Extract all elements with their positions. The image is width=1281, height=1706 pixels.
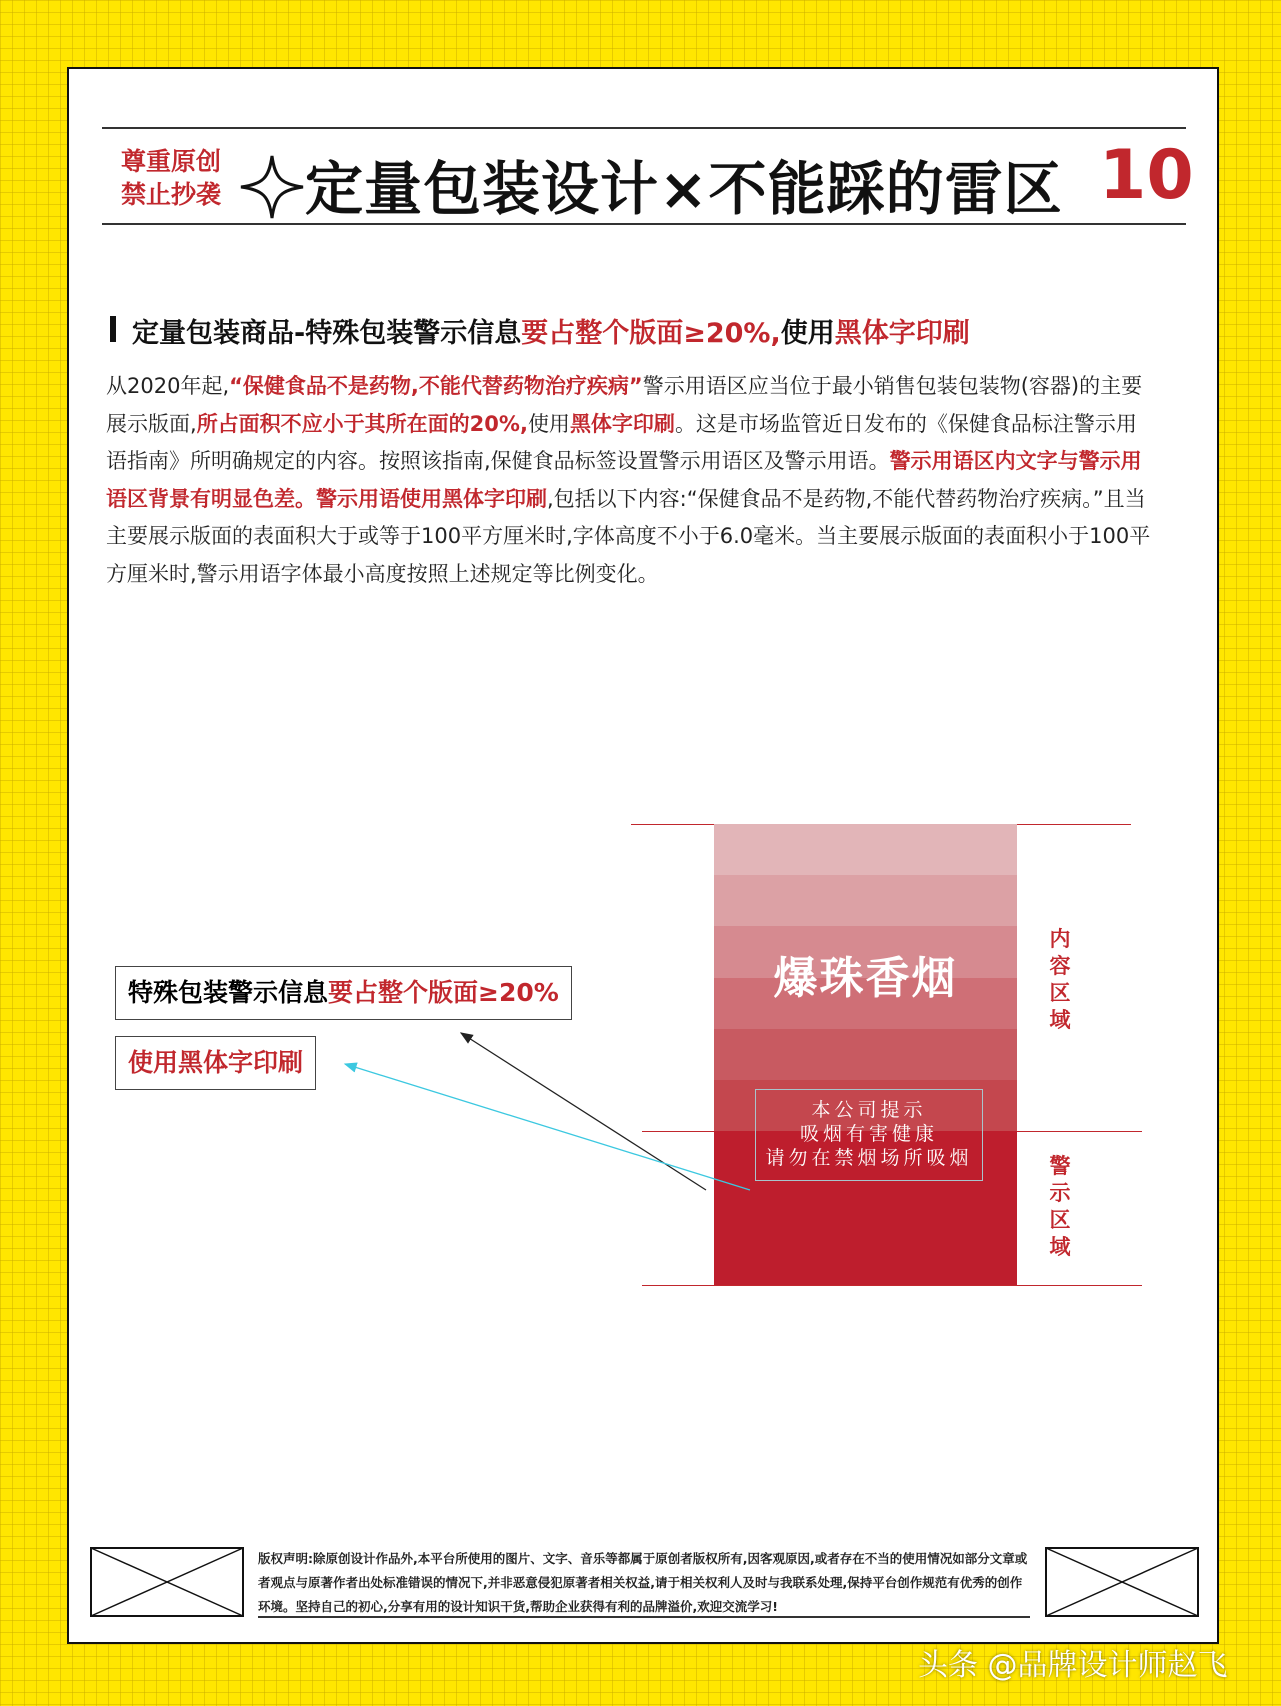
vertical-label-char: 内 bbox=[1049, 927, 1071, 951]
body-text-1: 从2020年起, bbox=[106, 374, 230, 398]
placeholder-left-icon bbox=[90, 1547, 244, 1617]
footer-rule bbox=[258, 1616, 1030, 1618]
body-highlight-3: 黑体字印刷 bbox=[569, 411, 675, 436]
vertical-label-char: 区 bbox=[1049, 981, 1071, 1005]
body-highlight-2: 所占面积不应小于其所在面的20%, bbox=[196, 411, 528, 436]
original-notice-line1: 尊重原创 bbox=[120, 147, 221, 176]
page-number: 10 bbox=[1099, 136, 1194, 215]
body-text-3: 使用 bbox=[527, 411, 570, 436]
section-title-highlight2: 黑体字印刷 bbox=[834, 318, 970, 349]
product-name: 爆珠香烟 bbox=[773, 953, 958, 1004]
placeholder-right-icon bbox=[1045, 1547, 1199, 1617]
vertical-label-char: 警 bbox=[1049, 1154, 1071, 1178]
original-notice-line2: 禁止抄袭 bbox=[120, 180, 221, 209]
section-title-part1: 定量包装商品-特殊包装警示信息 bbox=[132, 318, 522, 349]
font-callout-arrow bbox=[345, 1064, 750, 1190]
body-text-5: ,包括以下内容:“保健食品不是药物,不能代替药物治疗疾病。”且当主要展示版面的表面积大于或等于100平方厘米时,字体高度不小于6.0毫米。当主要展示版面的表面积小于100平方厘米时,警示用语字体最小高度按照上述规定等比例变化。 bbox=[106, 486, 1151, 586]
vertical-label-char: 域 bbox=[1049, 1235, 1071, 1259]
callout-font-rule: 使用黑体字印刷 bbox=[115, 1036, 316, 1090]
vertical-label-char: 示 bbox=[1049, 1181, 1071, 1205]
callout-area-highlight: 要占整个版面≥20% bbox=[328, 978, 559, 1007]
body-text-2: 警示用语区应当位于最小销售包装包装物(容器)的主要展示版面, bbox=[106, 374, 1143, 436]
warning-line-1: 本公司提示 bbox=[811, 1099, 927, 1121]
section-title-part2: 使用 bbox=[780, 318, 835, 349]
body-highlight-1: “保健食品不是药物,不能代替药物治疗疾病” bbox=[229, 374, 643, 398]
watermark: 头条 @品牌设计师赵飞 bbox=[918, 1648, 1228, 1683]
body-text-4: 。这是市场监管近日发布的《保健食品标注警示用语指南》所明确规定的内容。按照该指南,保健食品标签设置警示用语区及警示用语。 bbox=[106, 411, 1137, 473]
page-title: 定量包装设计×不能踩的雷区 bbox=[305, 155, 1063, 223]
warning-line-2: 吸烟有害健康 bbox=[799, 1123, 938, 1145]
warning-line-3: 请勿在禁烟场所吸烟 bbox=[765, 1147, 973, 1169]
copyright-notice: 版权声明:除原创设计作品外,本平台所使用的图片、文字、音乐等都属于原创者版权所有,因客观原因,或者存在不当的使用情况如部分文章或者观点与原著作者出处标准错误的情况下,并非恶意侵犯原著者相关权益,请于相关权利人及时与我联系处理,保持平台创作规范有优秀的创作环境。坚持自己的初心,分享有用的设计知识干货,帮助企业获得有利的品牌溢价,欢迎交流学习! bbox=[258, 1551, 1028, 1614]
callout-area-text: 特殊包装警示信息 bbox=[128, 978, 329, 1007]
body-highlight-4: 警示用语区内文字与警示用语区背景有明显色差。警示用语使用黑体字印刷 bbox=[106, 449, 1142, 511]
section-title-highlight1: 要占整个版面≥20%, bbox=[521, 318, 781, 349]
vertical-label-char: 区 bbox=[1049, 1208, 1071, 1232]
vertical-label-char: 域 bbox=[1049, 1008, 1071, 1032]
vertical-label-char: 容 bbox=[1049, 954, 1071, 978]
